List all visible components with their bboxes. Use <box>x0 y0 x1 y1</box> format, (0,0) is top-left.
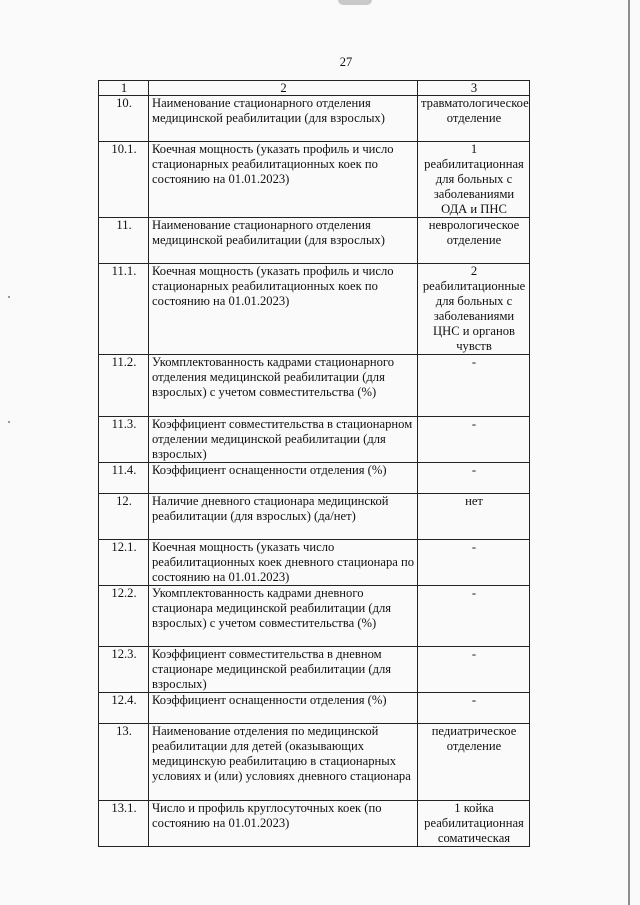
table-row <box>99 693 530 724</box>
table-row <box>99 142 530 218</box>
top-edge-mark <box>338 0 372 5</box>
row-description: Коэффициент оснащенности отделения (%) <box>149 693 418 724</box>
row-value: - <box>418 355 530 417</box>
row-number: 12.3. <box>99 647 149 693</box>
scan-speck <box>8 421 10 423</box>
row-number: 13. <box>99 724 149 801</box>
row-value: 1 реабилитационная для больных с заболеваниями ОДА и ПНС <box>418 142 530 218</box>
table-header-row <box>99 81 530 96</box>
row-number: 11. <box>99 218 149 264</box>
row-number: 11.1. <box>99 264 149 355</box>
row-description: Укомплектованность кадрами стационарного отделения медицинской реабилитации (для взрослых) с учетом совместительства (%) <box>149 355 418 417</box>
row-number: 11.2. <box>99 355 149 417</box>
rehabilitation-table <box>98 80 530 847</box>
page-right-edge <box>628 0 630 905</box>
row-number: 12.1. <box>99 540 149 586</box>
row-description: Коечная мощность (указать профиль и число стационарных реабилитационных коек по состоянию на 01.01.2023) <box>149 142 418 218</box>
row-description: Наименование стационарного отделения медицинской реабилитации (для взрослых) <box>149 218 418 264</box>
row-description: Число и профиль круглосуточных коек (по состоянию на 01.01.2023) <box>149 801 418 847</box>
row-number: 11.3. <box>99 417 149 463</box>
row-description: Наличие дневного стационара медицинской реабилитации (для взрослых) (да/нет) <box>149 494 418 540</box>
row-description: Коэффициент совместительства в дневном стационаре медицинской реабилитации (для взрослых) <box>149 647 418 693</box>
row-value: - <box>418 586 530 647</box>
table-row <box>99 647 530 693</box>
table-row <box>99 724 530 801</box>
table-row <box>99 355 530 417</box>
scan-speck <box>8 296 10 298</box>
table-row <box>99 463 530 494</box>
row-value: - <box>418 647 530 693</box>
page-number: 27 <box>339 55 353 69</box>
row-value: - <box>418 693 530 724</box>
table-row <box>99 801 530 847</box>
row-number: 12. <box>99 494 149 540</box>
row-description: Укомплектованность кадрами дневного стационара медицинской реабилитации (для взрослых) с учетом совместительства (%) <box>149 586 418 647</box>
row-description: Коечная мощность (указать число реабилитационных коек дневного стационара по состоянию на 01.01.2023) <box>149 540 418 586</box>
row-value: педиатрическое отделение <box>418 724 530 801</box>
table-row <box>99 96 530 142</box>
table-row <box>99 540 530 586</box>
row-number: 10.1. <box>99 142 149 218</box>
row-value: неврологическое отделение <box>418 218 530 264</box>
row-number: 10. <box>99 96 149 142</box>
table-row <box>99 264 530 355</box>
row-value: - <box>418 463 530 494</box>
row-number: 11.4. <box>99 463 149 494</box>
row-value: - <box>418 417 530 463</box>
row-value: нет <box>418 494 530 540</box>
table-row <box>99 417 530 463</box>
row-description: Коэффициент совместительства в стационарном отделении медицинской реабилитации (для взрослых) <box>149 417 418 463</box>
row-description: Наименование стационарного отделения медицинской реабилитации (для взрослых) <box>149 96 418 142</box>
column-header: 2 <box>149 81 418 96</box>
table-row <box>99 494 530 540</box>
row-value: 1 койка реабилитационная соматическая <box>418 801 530 847</box>
row-number: 12.4. <box>99 693 149 724</box>
column-header: 1 <box>99 81 149 96</box>
row-description: Наименование отделения по медицинской реабилитации для детей (оказывающих медицинскую реабилитацию в стационарных условиях и (или) условиях дневного стационара <box>149 724 418 801</box>
row-number: 12.2. <box>99 586 149 647</box>
table-row <box>99 218 530 264</box>
row-description: Коэффициент оснащенности отделения (%) <box>149 463 418 494</box>
row-value: 2 реабилитационные для больных с заболеваниями ЦНС и органов чувств <box>418 264 530 355</box>
column-header: 3 <box>418 81 530 96</box>
row-description: Коечная мощность (указать профиль и число стационарных реабилитационных коек по состоянию на 01.01.2023) <box>149 264 418 355</box>
row-value: - <box>418 540 530 586</box>
row-number: 13.1. <box>99 801 149 847</box>
table-row <box>99 586 530 647</box>
row-value: травматологическое отделение <box>418 96 530 142</box>
